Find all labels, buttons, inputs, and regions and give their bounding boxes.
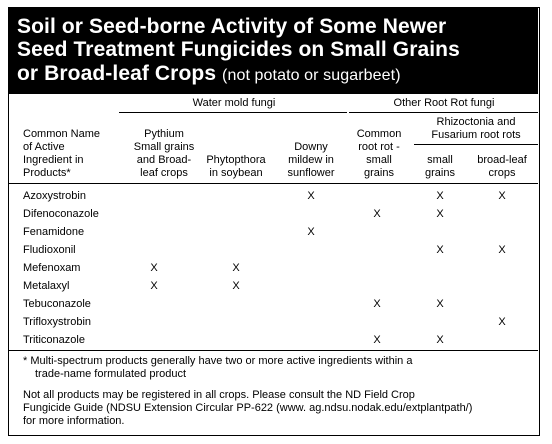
mark-rhiz_small-row-6: X <box>436 298 444 310</box>
mark-rhiz_small-row-3: X <box>436 244 444 256</box>
mark-downy-row-0: X <box>307 190 315 202</box>
col-rhiz-broad-line-1: broad-leaf <box>477 154 527 166</box>
mark-common_root-row-1: X <box>373 208 381 220</box>
fungicide-table-card <box>8 7 540 436</box>
row-2-name: Fenamidone <box>23 226 85 238</box>
group-rhizoctonia-line-2: Fusarium root rots <box>431 129 521 141</box>
table-bottom-rule <box>9 350 538 351</box>
col-pythium-line-1: Pythium <box>144 128 184 140</box>
footnote-2-line-1: Not all products may be registered in all crops. Please consult the ND Field Crop <box>23 389 415 401</box>
footnote-2-line-3: for more information. <box>23 415 125 427</box>
title-line-1: Soil or Seed-borne Activity of Some Newer <box>17 15 447 38</box>
mark-rhiz_broad-row-7: X <box>498 316 506 328</box>
footnote-1-line-1: * Multi-spectrum products generally have two or more active ingredients within a <box>23 355 413 367</box>
row-7-name: Trifloxystrobin <box>23 316 92 328</box>
col-common-root-line-1: Common <box>356 128 402 140</box>
row-0-name: Azoxystrobin <box>23 190 86 202</box>
row-4-name: Mefenoxam <box>23 262 81 274</box>
row-header-line-3: Ingredient in <box>23 154 84 166</box>
footnote-1-line-2: trade-name formulated product <box>35 368 187 380</box>
col-phytopthora-line-1: Phytopthora <box>206 154 266 166</box>
footnote-2-line-2: Fungicide Guide (NDSU Extension Circular PP-622 (www. ag.ndsu.nodak.edu/extplantpath/) <box>23 402 473 414</box>
mark-pythium-row-4: X <box>150 262 158 274</box>
group-rhizoctonia-line-1: Rhizoctonia and <box>436 116 516 128</box>
col-downy-line-2: mildew in <box>288 154 334 166</box>
rhizoctonia-rule <box>414 144 538 145</box>
col-pythium-line-3: and Broad- <box>136 154 192 166</box>
row-8-name: Triticonazole <box>23 334 85 346</box>
mark-phytopthora-row-4: X <box>232 262 240 274</box>
row-6-name: Tebuconazole <box>23 298 91 310</box>
title-banner <box>9 8 538 94</box>
header-bottom-rule <box>9 183 538 184</box>
water-mold-rule <box>119 112 347 113</box>
title-line-2: Seed Treatment Fungicides on Small Grains <box>17 38 460 61</box>
col-pythium-line-4: leaf crops <box>140 167 188 179</box>
row-header-line-1: Common Name <box>23 128 101 140</box>
title-subtitle: (not potato or sugarbeet) <box>222 67 401 84</box>
col-pythium-line-2: Small grains <box>133 141 195 153</box>
mark-rhiz_small-row-1: X <box>436 208 444 220</box>
mark-common_root-row-6: X <box>373 298 381 310</box>
mark-rhiz_small-row-0: X <box>436 190 444 202</box>
col-common-root-line-3: small <box>366 154 392 166</box>
title-line-3 <box>17 62 401 87</box>
col-rhiz-small-line-2: grains <box>425 167 455 179</box>
title-line-3-main: or Broad-leaf Crops <box>17 62 217 85</box>
col-common-root-line-4: grains <box>364 167 394 179</box>
col-downy-line-3: sunflower <box>287 167 335 179</box>
row-header-line-4: Products* <box>23 167 71 179</box>
row-header-line-2: of Active <box>23 141 65 153</box>
col-phytopthora-line-2: in soybean <box>209 167 263 179</box>
mark-pythium-row-5: X <box>150 280 158 292</box>
row-5-name: Metalaxyl <box>23 280 70 292</box>
other-root-rule <box>349 112 538 113</box>
mark-common_root-row-8: X <box>373 334 381 346</box>
col-common-root-line-2: root rot - <box>358 141 400 153</box>
col-downy-line-1: Downy <box>294 141 328 153</box>
row-3-name: Fludioxonil <box>23 244 76 256</box>
group-water-mold: Water mold fungi <box>192 97 276 109</box>
group-other-root-rot: Other Root Rot fungi <box>393 97 495 109</box>
mark-rhiz_small-row-8: X <box>436 334 444 346</box>
mark-rhiz_broad-row-0: X <box>498 190 506 202</box>
col-rhiz-broad-line-2: crops <box>488 167 516 179</box>
col-rhiz-small-line-1: small <box>427 154 453 166</box>
row-1-name: Difenoconazole <box>23 208 99 220</box>
mark-downy-row-2: X <box>307 226 315 238</box>
mark-rhiz_broad-row-3: X <box>498 244 506 256</box>
mark-phytopthora-row-5: X <box>232 280 240 292</box>
